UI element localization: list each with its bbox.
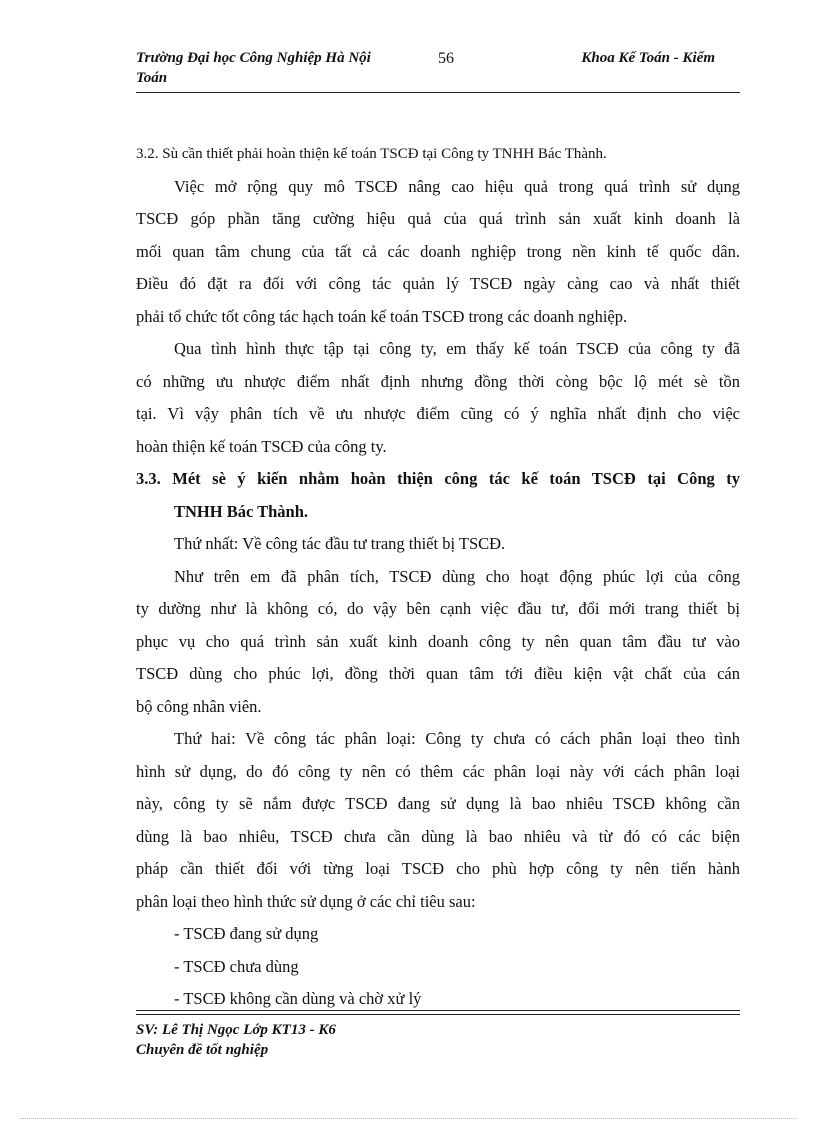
page-number: 56 [438, 50, 454, 67]
paragraph-line: Như trên em đã phân tích, TSCĐ dùng cho hoạt động phúc lợi của công [174, 566, 740, 586]
page-header [136, 48, 740, 92]
paragraph-line: bộ công nhân viên. [136, 696, 262, 716]
footer-student: SV: Lê Thị Ngọc Lớp KT13 - K6 [136, 1022, 336, 1038]
paragraph-line: hình sử dụng, do đó công ty nên có thêm các phân loại này với cách phân loại [136, 761, 740, 781]
header-department-cont: Toán [136, 70, 168, 86]
paragraph-line: mối quan tâm chung của tất cả các doanh nghiệp trong nền kinh tế quốc dân. [136, 241, 740, 261]
paragraph-line: Việc mở rộng quy mô TSCĐ nâng cao hiệu quả trong quá trình sử dụng [174, 176, 740, 196]
paragraph-line: TSCĐ dùng cho phúc lợi, đồng thời quan tâm tới điều kiện vật chất của cán [136, 664, 740, 683]
header-rule [136, 92, 740, 93]
paragraph-line: Thứ nhất: Về công tác đầu tư trang thiết bị TSCĐ. [174, 534, 506, 553]
paragraph-line: pháp cần thiết đối với từng loại TSCĐ cho phù hợp công ty nên tiến hành [136, 859, 740, 878]
paragraph-line: Điều đó đặt ra đối với công tác quản lý TSCĐ ngày càng cao và nhất thiết [136, 274, 740, 293]
paragraph-line: phải tổ chức tốt công tác hạch toán kế toán TSCĐ trong các doanh nghiệp. [136, 306, 628, 326]
list-item: - TSCĐ đang sử dụng [174, 924, 319, 943]
page-bottom-divider [20, 1118, 796, 1119]
section-3-3-heading-cont: TNHH Bác Thành. [174, 501, 309, 521]
paragraph-line: tại. Vì vậy phân tích về ưu nhược điểm cũng có ý nghĩa nhất định cho việc [136, 404, 740, 423]
header-school: Trường Đại học Công Nghiệp Hà Nội [136, 50, 371, 66]
footer-title: Chuyên đề tốt nghiệp [136, 1042, 269, 1058]
list-item: - TSCĐ không cần dùng và chờ xử lý [174, 989, 422, 1008]
paragraph-line: dùng là bao nhiêu, TSCĐ chưa cần dùng là bao nhiêu và từ đó có các biện [136, 826, 740, 846]
section-3-2-heading: 3.2. Sù cần thiết phải hoàn thiện kế toán TSCĐ tại Công ty TNHH Bác Thành. [136, 146, 607, 162]
section-3-3-heading: 3.3. Mét sè ý kiến nhằm hoàn thiện công tác kế toán TSCĐ tại Công ty [136, 469, 740, 488]
document-body [136, 138, 740, 1016]
header-department: Khoa Kế Toán - Kiểm [581, 50, 715, 66]
list-item: - TSCĐ chưa dùng [174, 956, 299, 976]
paragraph-line: Qua tình hình thực tập tại công ty, em thấy kế toán TSCĐ của công ty đã [174, 339, 740, 358]
paragraph-line: phục vụ cho quá trình sản xuất kinh doanh công ty nên quan tâm đầu tư vào [136, 631, 740, 651]
page-footer [136, 1020, 536, 1060]
footer-rule-thin [136, 1014, 740, 1015]
paragraph-line: TSCĐ góp phần tăng cường hiệu quả của quá trình sản xuất kinh doanh là [136, 209, 740, 228]
footer-rule [136, 1010, 740, 1011]
paragraph-line: hoàn thiện kế toán TSCĐ của công ty. [136, 436, 387, 456]
paragraph-line: phân loại theo hình thức sử dụng ở các chỉ tiêu sau: [136, 891, 476, 911]
paragraph-line: có những ưu nhược điểm nhất định nhưng đồng thời còng bộc lộ mét sè tồn [136, 371, 740, 391]
paragraph-line: này, công ty sẽ nắm được TSCĐ đang sử dụng là bao nhiêu TSCĐ không cần [136, 794, 740, 813]
paragraph-line: ty dường như là không có, do vậy bên cạnh việc đầu tư, đổi mới trang thiết bị [136, 599, 740, 618]
paragraph-line: Thứ hai: Về công tác phân loại: Công ty chưa có cách phân loại theo tình [174, 729, 740, 748]
